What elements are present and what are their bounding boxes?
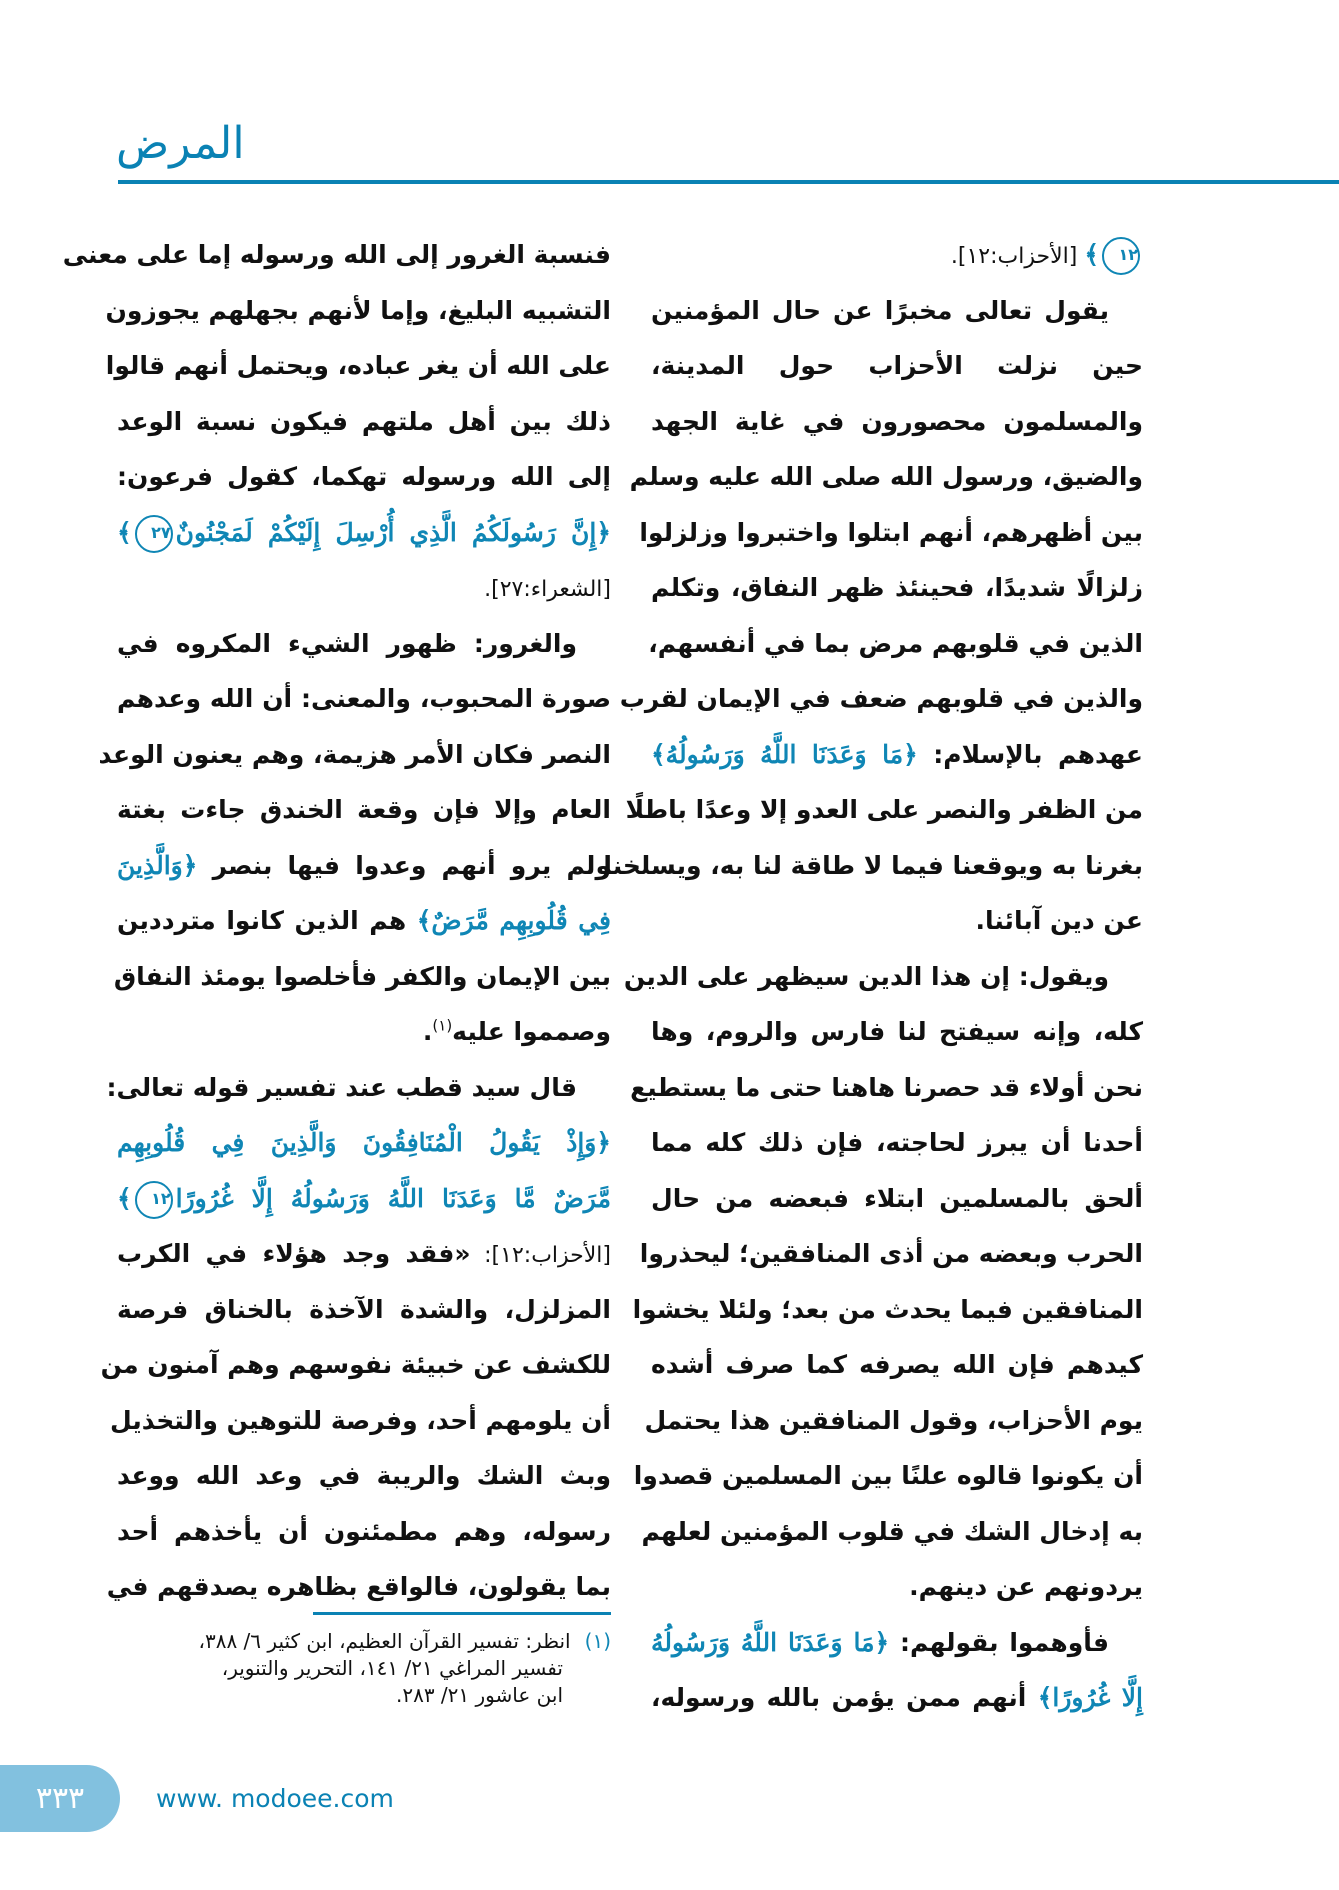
text-segment: وصمموا عليه bbox=[452, 1017, 611, 1046]
footnote-line bbox=[117, 1655, 611, 1682]
footnote-line bbox=[117, 1628, 611, 1655]
text-line bbox=[623, 949, 1143, 1005]
text-segment: ويقول: إن هذا الدين سيظهر على الدين bbox=[623, 961, 1109, 991]
text-segment: فأوهموا بقولهم: bbox=[889, 1627, 1109, 1657]
right-column bbox=[603, 227, 1144, 1726]
text-segment: أنهم ممن يؤمن بالله ورسوله، bbox=[651, 1683, 1038, 1712]
text-line bbox=[117, 560, 611, 616]
quran-verse: مَّرَضٌ مَّا وَعَدَنَا اللَّهُ وَرَسُولُهُ إِلَّا غُرُورًا bbox=[175, 1183, 611, 1213]
text-segment: ذلك بين أهل ملتهم فيكون نسبة الوعد bbox=[117, 406, 611, 436]
verse-reference: [الأحزاب:١٢]. bbox=[950, 244, 1085, 269]
text-line bbox=[625, 782, 1143, 838]
footnote-text: ابن عاشور ٢١/ ٢٨٣. bbox=[395, 1683, 563, 1707]
footnotes bbox=[117, 1628, 611, 1709]
chapter-title: المرض bbox=[116, 118, 245, 169]
footnote-text: انظر: تفسير القرآن العظيم، ابن كثير ٦/ ٣٨٨، bbox=[198, 1629, 571, 1653]
footnote-separator bbox=[313, 1612, 611, 1615]
text-segment: للكشف عن خبيئة نفوسهم وهم آمنون من bbox=[100, 1350, 611, 1379]
text-line bbox=[651, 1004, 1143, 1060]
text-segment: التشبيه البليغ، وإما لأنهم بجهلهم يجوزون bbox=[105, 295, 611, 325]
quran-verse: ﴿إِنَّ رَسُولَكُمُ الَّذِي أُرْسِلَ إِلَيْكُمْ لَمَجْنُونٌ bbox=[175, 517, 611, 547]
text-segment: . bbox=[422, 1017, 433, 1046]
text-line bbox=[117, 671, 611, 727]
quran-verse: ﴿مَا وَعَدَنَا اللَّهُ وَرَسُولُهُ bbox=[651, 1627, 890, 1657]
text-segment: يقول تعالى مخبرًا عن حال المؤمنين bbox=[651, 295, 1109, 325]
header-divider bbox=[118, 180, 1339, 184]
text-line bbox=[105, 283, 611, 339]
text-line bbox=[651, 338, 1143, 394]
text-segment: المزلزل، والشدة الآخذة بالخناق فرصة bbox=[117, 1294, 611, 1324]
text-line bbox=[117, 1004, 611, 1060]
quran-verse: إِلَّا غُرُورًا﴾ bbox=[1037, 1683, 1144, 1712]
text-line bbox=[98, 727, 611, 783]
text-segment: نحن أولاء قد حصرنا هاهنا حتى ما يستطيع bbox=[630, 1072, 1143, 1102]
quran-verse: ﴾ bbox=[117, 517, 132, 547]
text-line bbox=[651, 1670, 1143, 1726]
text-segment: رسوله، وهم مطمئنون أن يأخذهم أحد bbox=[117, 1516, 611, 1546]
text-line bbox=[117, 782, 611, 838]
text-line bbox=[117, 394, 611, 450]
text-segment: عن دين آبائنا. bbox=[975, 906, 1143, 935]
quran-verse: ﴾ bbox=[117, 1183, 132, 1213]
text-segment: بغرنا به ويوقعنا فيما لا طاقة لنا به، ويسلخنا bbox=[603, 850, 1143, 880]
text-segment: عهدهم بالإسلام: bbox=[917, 739, 1143, 769]
text-line bbox=[117, 838, 611, 894]
text-segment: الحرب وبعضه من أذى المنافقين؛ ليحذروا bbox=[639, 1239, 1143, 1268]
text-line bbox=[117, 1504, 611, 1560]
text-segment: كيدهم فإن الله يصرفه كما صرف أشده bbox=[651, 1350, 1143, 1379]
text-line bbox=[106, 1559, 611, 1615]
text-segment: من الظفر والنصر على العدو إلا وعدًا باطلًا bbox=[625, 795, 1143, 824]
text-line bbox=[651, 1171, 1143, 1227]
text-segment: ولم يرو أنهم وعدوا فيها بنصر bbox=[197, 850, 611, 880]
text-line bbox=[651, 727, 1143, 783]
text-line bbox=[105, 338, 611, 394]
text-line bbox=[651, 893, 1143, 949]
footnote-text: تفسير المراغي ٢١/ ١٤١، التحرير والتنوير، bbox=[221, 1656, 563, 1680]
footnote-line bbox=[117, 1682, 611, 1709]
text-line bbox=[648, 616, 1143, 672]
quran-verse: ﴿مَا وَعَدَنَا اللَّهُ وَرَسُولُهُ﴾ bbox=[651, 739, 918, 769]
text-segment: أحدنا أن يبرز لحاجته، فإن ذلك كله مما bbox=[651, 1128, 1143, 1157]
text-segment: وبث الشك والريبة في وعد الله ووعد bbox=[117, 1461, 611, 1490]
page-number: ٣٣٣ bbox=[0, 1765, 120, 1832]
text-segment: والمسلمون محصورون في غاية الجهد bbox=[651, 406, 1143, 436]
text-segment: «فقد وجد هؤلاء في الكرب bbox=[117, 1239, 471, 1268]
text-line bbox=[117, 1226, 611, 1282]
text-segment: والذين في قلوبهم ضعف في الإيمان لقرب bbox=[619, 684, 1143, 713]
left-column bbox=[62, 227, 611, 1615]
text-line bbox=[603, 838, 1143, 894]
text-segment: والغرور: ظهور الشيء المكروه في bbox=[117, 628, 577, 658]
text-line bbox=[633, 1448, 1143, 1504]
text-line bbox=[651, 1615, 1143, 1671]
text-segment: قال سيد قطب عند تفسير قوله تعالى: bbox=[106, 1072, 577, 1102]
text-line bbox=[639, 505, 1143, 561]
text-segment: الذين في قلوبهم مرض بما في أنفسهم، bbox=[648, 628, 1143, 658]
text-segment: أن يلومهم أحد، وفرصة للتوهين والتخذيل bbox=[110, 1405, 611, 1435]
text-line bbox=[113, 949, 611, 1005]
text-line bbox=[110, 1393, 611, 1449]
verse-number-ornament: ١٢ bbox=[135, 1181, 173, 1219]
text-line bbox=[629, 449, 1143, 505]
text-segment: المنافقين فيما يحدث من بعد؛ ولئلا يخشوا bbox=[632, 1294, 1143, 1324]
text-line bbox=[641, 1504, 1143, 1560]
text-line bbox=[639, 1226, 1143, 1282]
verse-reference: [الشعراء:٢٧]. bbox=[484, 577, 611, 602]
text-segment: حين نزلت الأحزاب حول المدينة، bbox=[651, 351, 1143, 380]
website-link[interactable]: www. modoee.com bbox=[156, 1784, 394, 1813]
text-line bbox=[117, 893, 611, 949]
text-segment: أن يكونوا قالوه علنًا بين المسلمين قصدوا bbox=[633, 1461, 1143, 1490]
text-line bbox=[651, 1115, 1143, 1171]
text-line bbox=[619, 671, 1143, 727]
quran-verse: ﴾ bbox=[1084, 240, 1099, 269]
text-line bbox=[117, 505, 611, 561]
footnote-marker: (١) bbox=[432, 1016, 453, 1035]
text-segment: على الله أن يغر عباده، ويحتمل أنهم قالوا bbox=[105, 351, 611, 380]
text-line bbox=[630, 1060, 1143, 1116]
text-segment: هم الذين كانوا مترددين bbox=[117, 906, 417, 935]
text-line bbox=[100, 1337, 611, 1393]
text-line bbox=[644, 1393, 1143, 1449]
quran-verse: ﴿وَإِذْ يَقُولُ الْمُنَافِقُونَ وَالَّذِينَ فِي قُلُوبِهِم bbox=[117, 1128, 611, 1157]
text-segment: كله، وإنه سيفتح لنا فارس والروم، وها bbox=[651, 1017, 1143, 1046]
text-segment: يوم الأحزاب، وقول المنافقين هذا يحتمل bbox=[644, 1405, 1143, 1435]
footnote-marker: (١) bbox=[584, 1629, 611, 1653]
text-line bbox=[106, 1060, 611, 1116]
verse-number-ornament: ٢٧ bbox=[135, 515, 173, 553]
quran-verse: فِي قُلُوبِهِم مَّرَضٌ﴾ bbox=[416, 906, 611, 935]
text-segment: ألحق بالمسلمين ابتلاء فبعضه من حال bbox=[651, 1183, 1143, 1213]
text-line bbox=[117, 1282, 611, 1338]
verse-reference: [الأحزاب:١٢]: bbox=[470, 1243, 611, 1268]
text-line bbox=[117, 616, 611, 672]
quran-verse: ﴿وَالَّذِينَ bbox=[117, 850, 198, 880]
text-segment: به إدخال الشك في قلوب المؤمنين لعلهم bbox=[641, 1516, 1143, 1546]
text-line bbox=[632, 1282, 1143, 1338]
text-segment: فنسبة الغرور إلى الله ورسوله إما على معنى bbox=[62, 240, 611, 269]
text-line bbox=[651, 283, 1143, 339]
text-segment: بين الإيمان والكفر فأخلصوا يومئذ النفاق bbox=[113, 961, 611, 991]
text-segment: العام وإلا فإن وقعة الخندق جاءت بغتة bbox=[117, 795, 611, 824]
text-line bbox=[117, 449, 611, 505]
text-line bbox=[651, 227, 1143, 283]
text-segment: النصر فكان الأمر هزيمة، وهم يعنون الوعد bbox=[98, 739, 611, 769]
text-line bbox=[651, 394, 1143, 450]
text-segment: إلى الله ورسوله تهكما، كقول فرعون: bbox=[117, 462, 611, 491]
text-segment: زلزالًا شديدًا، فحينئذ ظهر النفاق، وتكلم bbox=[651, 573, 1143, 602]
text-line bbox=[117, 1115, 611, 1171]
text-segment: صورة المحبوب، والمعنى: أن الله وعدهم bbox=[117, 684, 611, 713]
text-segment: بين أظهرهم، أنهم ابتلوا واختبروا وزلزلوا bbox=[639, 517, 1143, 547]
text-line bbox=[117, 1171, 611, 1227]
text-line bbox=[62, 227, 611, 283]
text-segment: بما يقولون، فالواقع بظاهره يصدقهم في bbox=[106, 1572, 611, 1601]
text-line bbox=[651, 1337, 1143, 1393]
text-line bbox=[651, 560, 1143, 616]
text-segment: يردونهم عن دينهم. bbox=[909, 1572, 1143, 1601]
verse-number-ornament: ١٢ bbox=[1102, 237, 1140, 275]
text-segment: والضيق، ورسول الله صلى الله عليه وسلم bbox=[629, 462, 1143, 491]
text-line bbox=[117, 1448, 611, 1504]
text-line bbox=[651, 1559, 1143, 1615]
